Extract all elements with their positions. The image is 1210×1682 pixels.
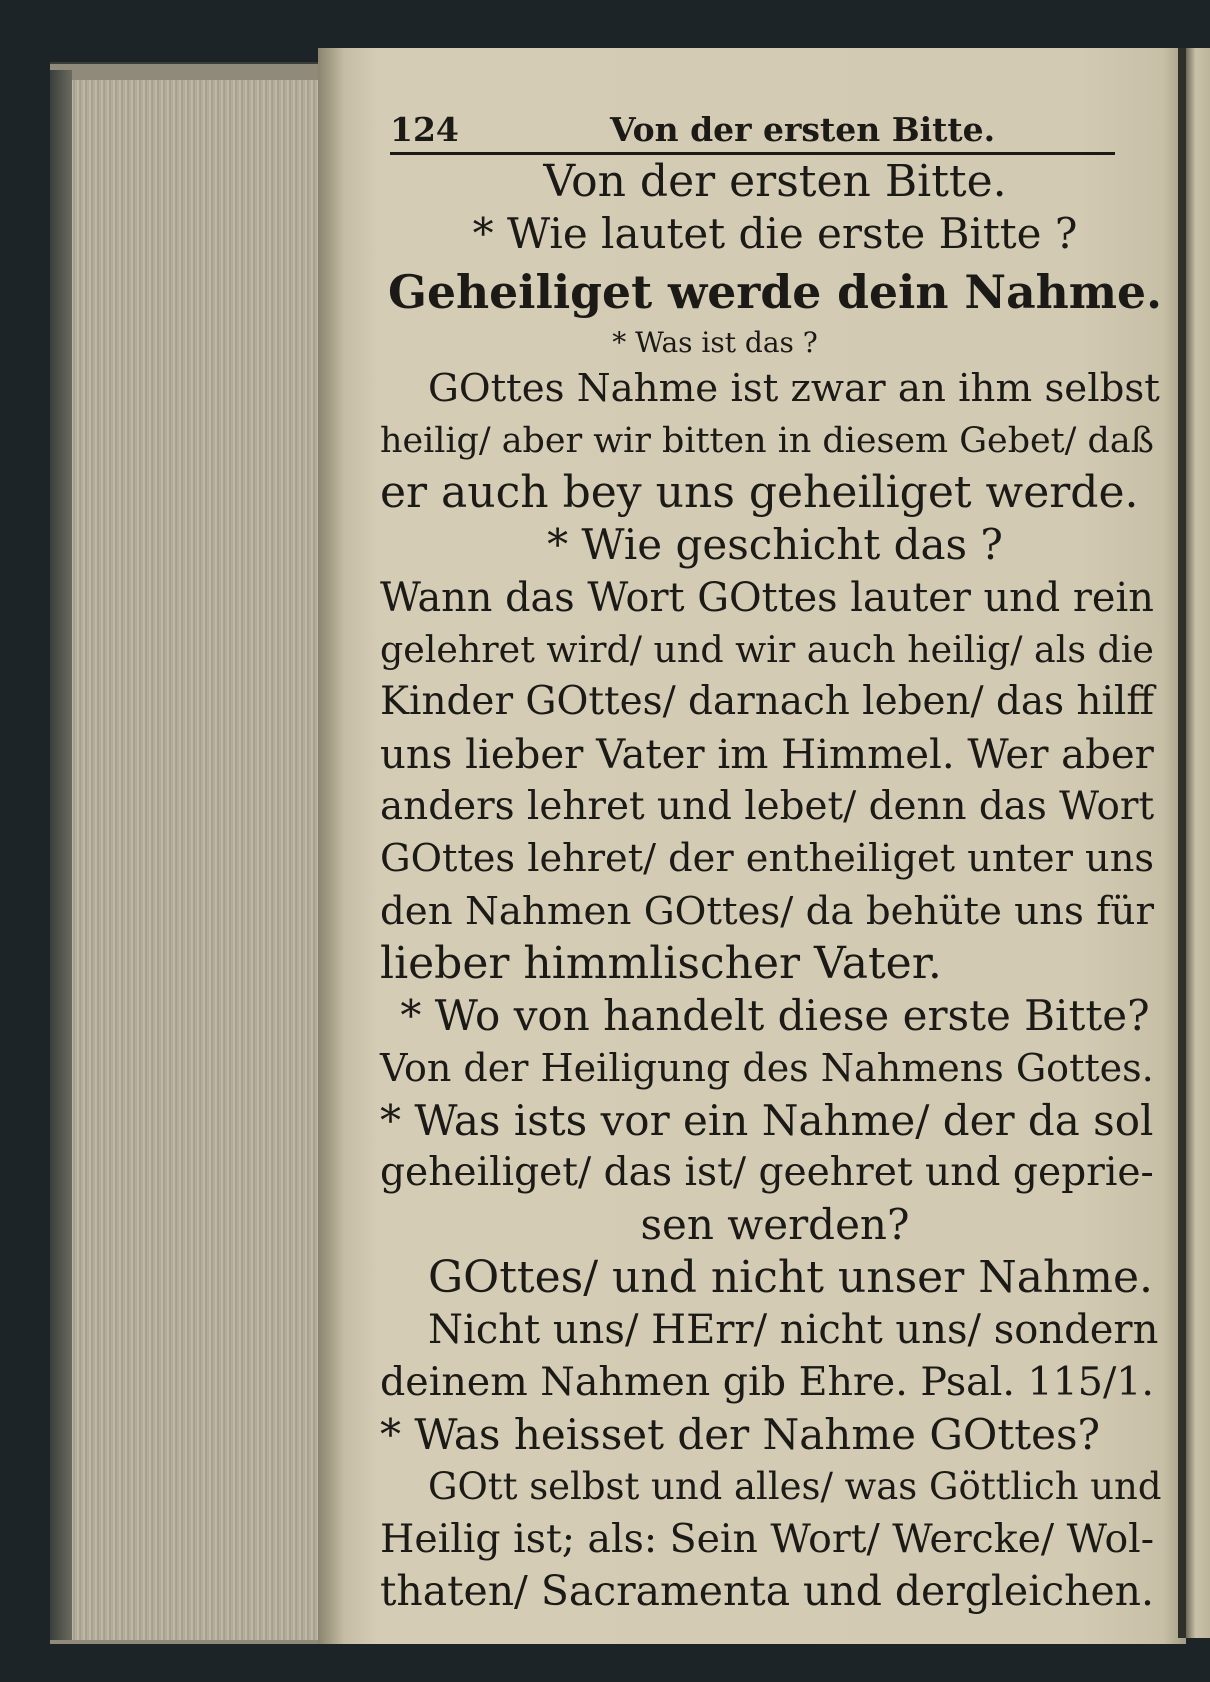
- petition-text: Geheiliget werde dein Nahme.: [388, 264, 1162, 319]
- text-line: Nicht uns/ HErr/ nicht uns/ sondern: [428, 1306, 1159, 1353]
- section-title: Von der ersten Bitte.: [543, 156, 1007, 207]
- text-line: GOttes lehret/ der entheiliget unter uns: [380, 836, 1154, 882]
- question-line: sen werden?: [640, 1200, 910, 1250]
- text-line: Heilig ist; als: Sein Wort/ Wercke/ Wol-: [380, 1516, 1155, 1563]
- page-header: [380, 110, 1170, 156]
- question-line: * Wie lautet die erste Bitte ?: [472, 209, 1078, 259]
- book-cover-edge: [50, 70, 72, 1640]
- text-line: Von der Heiligung des Nahmens Gottes.: [380, 1046, 1154, 1091]
- text-line: lieber himmlischer Vater.: [380, 937, 942, 989]
- question-line: * Wo von handelt diese erste Bitte?: [400, 991, 1150, 1041]
- text-line: gelehret wird/ und wir auch heilig/ als die: [380, 628, 1154, 672]
- running-head: Von der ersten Bitte.: [610, 110, 996, 149]
- facing-page-edge: [1186, 48, 1210, 1638]
- question-line: * Wie geschicht das ?: [547, 520, 1003, 570]
- text-line: GOttes/ und nicht unser Nahme.: [428, 1251, 1154, 1303]
- text-line: thaten/ Sacramenta und dergleichen.: [380, 1567, 1154, 1616]
- question-line: * Was ist das ?: [612, 325, 818, 359]
- page-text: [380, 110, 1170, 1618]
- question-line: * Was ists vor ein Nahme/ der da sol: [380, 1095, 1154, 1145]
- text-line: anders lehret und lebet/ denn das Wort: [380, 783, 1155, 829]
- question-line: geheiliget/ das ist/ geehret und geprie-: [380, 1150, 1154, 1196]
- text-line: GOtt selbst und alles/ was Göttlich und: [428, 1464, 1162, 1508]
- text-line: er auch bey uns geheiliget werde.: [380, 467, 1139, 519]
- text-line: uns lieber Vater im Himmel. Wer aber: [380, 731, 1154, 778]
- text-line: den Nahmen GOttes/ da behüte uns für: [380, 888, 1154, 934]
- page-stack-edge: [64, 80, 322, 1640]
- header-rule: [390, 152, 1115, 155]
- text-line: GOttes Nahme ist zwar an ihm selbst: [428, 365, 1160, 411]
- page-number: 124: [390, 110, 459, 149]
- text-line: Kinder GOttes/ darnach leben/ das hilff: [380, 679, 1154, 725]
- text-line: heilig/ aber wir bitten in diesem Gebet/ daß: [380, 420, 1154, 461]
- question-line: * Was heisset der Nahme GOttes?: [380, 1409, 1101, 1459]
- text-line: Wann das Wort GOttes lauter und rein: [380, 574, 1154, 621]
- text-line: deinem Nahmen gib Ehre. Psal. 115/1.: [380, 1359, 1154, 1406]
